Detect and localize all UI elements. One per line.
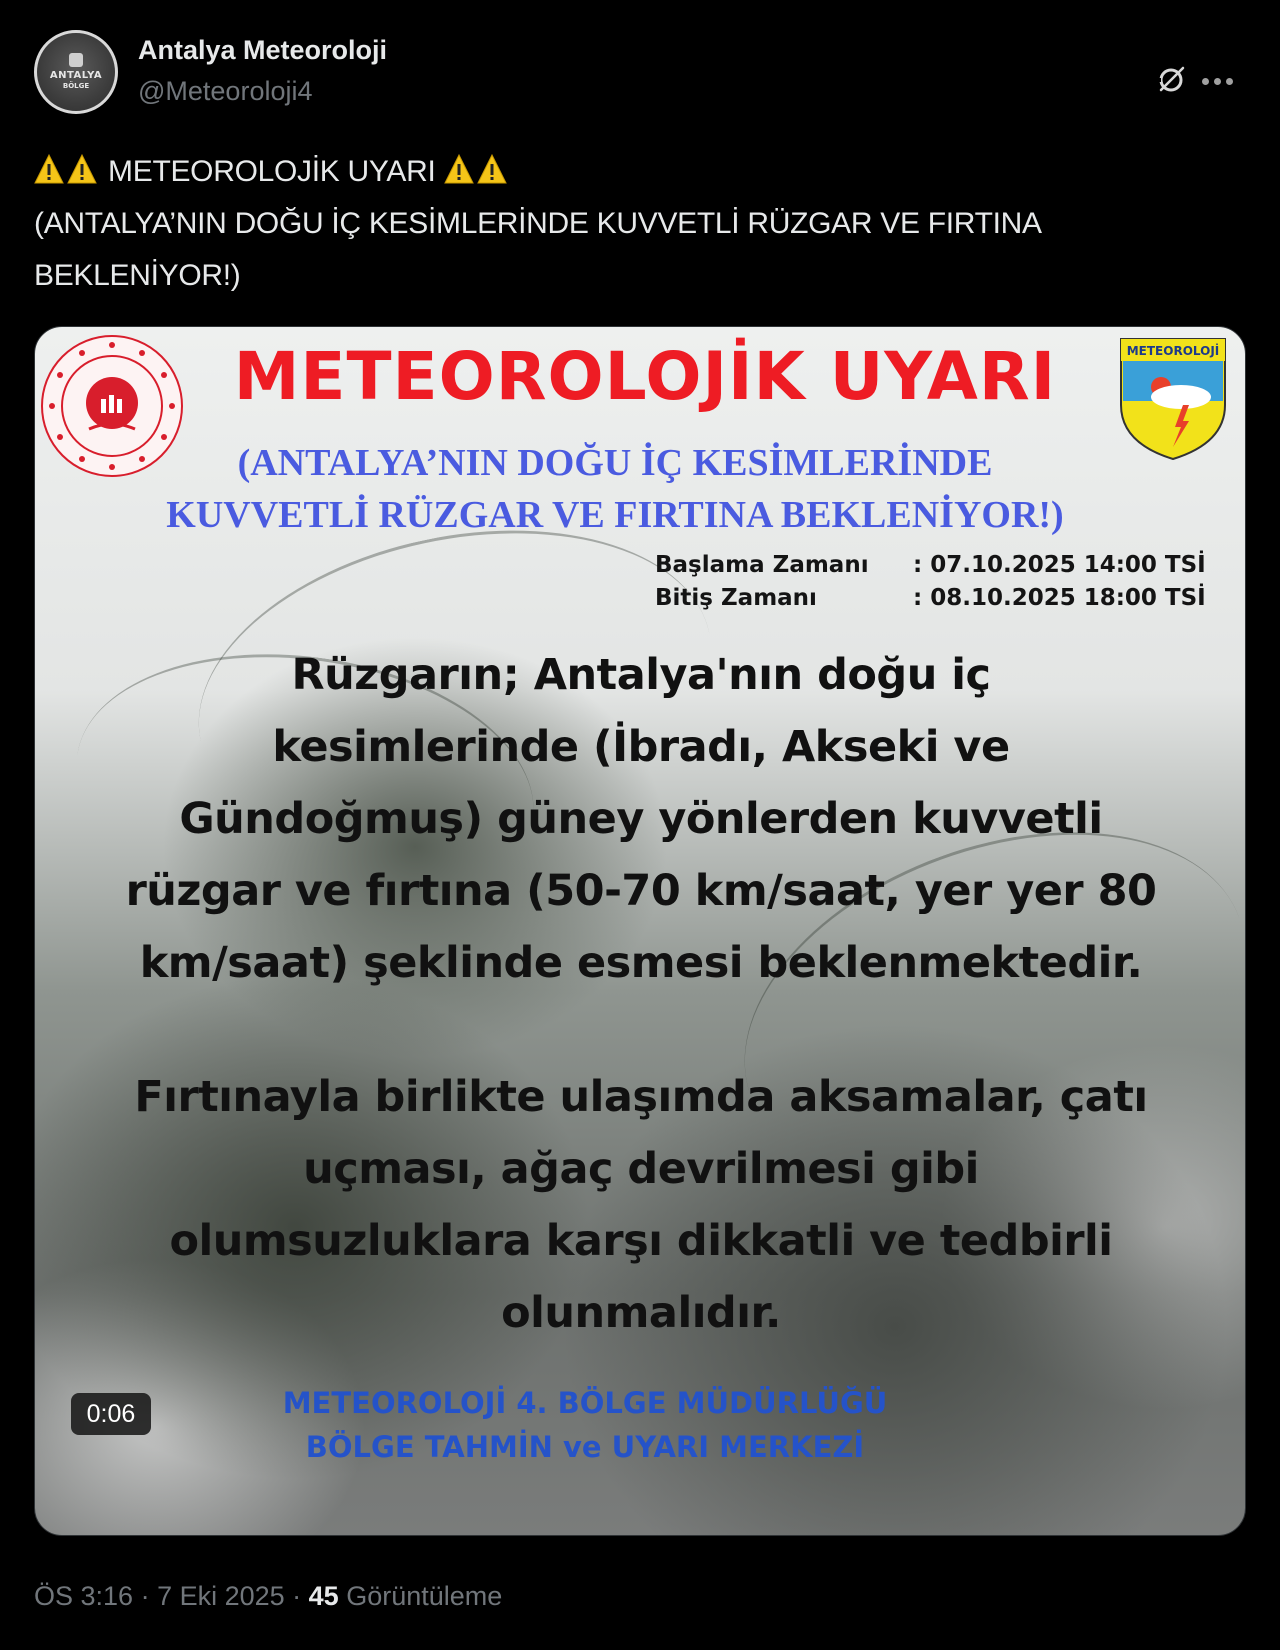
- svg-text:METEOROLOJİ: METEOROLOJİ: [1126, 344, 1220, 358]
- warning-icon: [444, 153, 474, 185]
- separator: ·: [133, 1581, 158, 1611]
- organization-line2: BÖLGE TAHMİN ve UYARI MERKEZİ: [305, 1430, 865, 1464]
- post-date[interactable]: 7 Eki 2025: [157, 1581, 285, 1611]
- description-line: rüzgar ve fırtına (50-70 km/saat, yer yer 80: [125, 866, 1157, 916]
- end-time-label: Bitiş Zamanı: [655, 585, 817, 611]
- advice-line: uçması, ağaç devrilmesi gibi: [303, 1144, 979, 1194]
- more-options-icon[interactable]: [1194, 64, 1240, 98]
- organization-line1: METEOROLOJİ 4. BÖLGE MÜDÜRLÜĞÜ: [282, 1386, 888, 1420]
- dot: [1226, 78, 1233, 85]
- video-duration-badge: 0:06: [71, 1393, 151, 1435]
- start-time-row: [655, 549, 1206, 582]
- description-line: kesimlerinde (İbradı, Akseki ve: [272, 722, 1010, 772]
- tweet-header: [34, 30, 1246, 116]
- description-line: Rüzgarın; Antalya'nın doğu iç: [291, 650, 991, 700]
- post-time[interactable]: ÖS 3:16: [34, 1581, 134, 1611]
- description-line: km/saat) şeklinde esmesi beklenmektedir.: [139, 938, 1143, 988]
- advice-line: olumsuzluklara karşı dikkatli ve tedbirli: [169, 1216, 1113, 1266]
- end-time-row: [655, 582, 1206, 615]
- image-subtitle: [115, 437, 1115, 541]
- advice-line: olunmalıdır.: [501, 1288, 781, 1338]
- video-player[interactable]: [34, 326, 1246, 1536]
- views-label: Görüntüleme: [338, 1581, 503, 1611]
- dot: [1202, 78, 1209, 85]
- image-title: METEOROLOJİK UYARI: [233, 338, 1057, 415]
- warning-icon: [34, 153, 64, 185]
- image-subtitle-line1: (ANTALYA’NIN DOĞU İÇ KESİMLERİNDE: [237, 442, 993, 484]
- author-names: [138, 32, 387, 110]
- image-subtitle-line2: KUVVETLİ RÜZGAR VE FIRTINA BEKLENİYOR!): [166, 494, 1064, 536]
- author-handle[interactable]: @Meteoroloji4: [138, 76, 313, 106]
- grok-icon[interactable]: [1153, 62, 1189, 98]
- warning-description: [35, 639, 1246, 999]
- avatar-text-line1: ANTALYA: [49, 70, 103, 81]
- tweet-meta: [34, 1578, 502, 1614]
- warning-icon: [67, 153, 97, 185]
- avatar-text-line2: BÖLGE: [62, 82, 90, 90]
- author-display-name[interactable]: Antalya Meteoroloji: [138, 35, 388, 65]
- avatar[interactable]: [34, 30, 118, 114]
- description-line: Gündoğmuş) güney yönlerden kuvvetli: [179, 794, 1103, 844]
- meteoroloji-logo-icon: [1117, 335, 1229, 463]
- dot: [1214, 78, 1221, 85]
- warning-icon: [477, 153, 507, 185]
- advice-line: Fırtınayla birlikte ulaşımda aksamalar, çatı: [134, 1072, 1148, 1122]
- separator: ·: [284, 1581, 309, 1611]
- tweet-body: (ANTALYA’NIN DOĞU İÇ KESİMLERİNDE KUVVETLİ RÜZGAR VE FIRTINA BEKLENİYOR!): [34, 207, 1041, 292]
- tweet-headline: METEOROLOJİK UYARI: [108, 155, 436, 188]
- issuing-organization: [225, 1381, 945, 1469]
- warning-time-range: [655, 549, 1206, 615]
- warning-advice: [35, 1061, 1246, 1349]
- end-time-value: : 08.10.2025 18:00 TSİ: [913, 585, 1206, 611]
- tweet-text: [34, 146, 1246, 302]
- tweet-headline-line: [34, 146, 1246, 198]
- start-time-value: : 07.10.2025 14:00 TSİ: [913, 552, 1206, 578]
- views-count: 45: [308, 1581, 339, 1611]
- start-time-label: Başlama Zamanı: [655, 552, 869, 578]
- avatar-emblem-icon: [69, 53, 83, 67]
